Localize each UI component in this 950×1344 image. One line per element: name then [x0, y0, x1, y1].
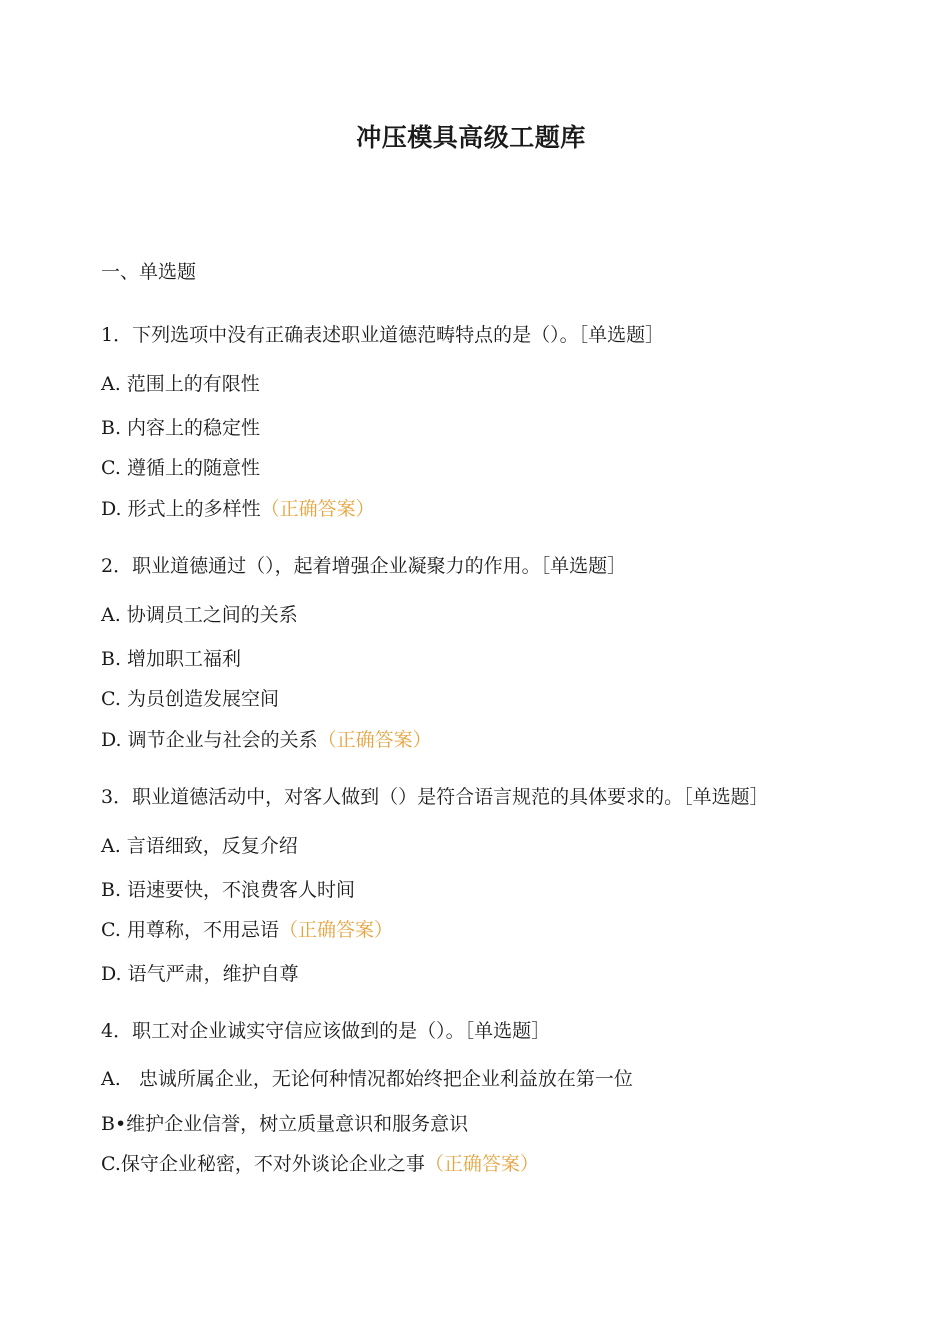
option-3d: [101, 961, 299, 987]
option-1a: [101, 371, 260, 397]
option-text: D. 语气严肃，维护自尊: [101, 963, 299, 985]
option-3a: [101, 833, 298, 859]
correct-answer-marker: （正确答案）: [317, 729, 432, 751]
option-text: A. 范围上的有限性: [101, 373, 260, 395]
option-text: D. 调节企业与社会的关系: [101, 729, 318, 751]
option-text: C.保守企业秘密，不对外谈论企业之事: [101, 1153, 425, 1175]
option-text: A. 忠诚所属企业，无论何种情况都始终把企业利益放在第一位: [101, 1068, 633, 1090]
question-stem-3: 3．职业道德活动中，对客人做到（）是符合语言规范的具体要求的。［单选题］: [101, 786, 769, 808]
option-text: B. 增加职工福利: [101, 648, 242, 670]
question-stem-4: 4．职工对企业诚实守信应该做到的是（）。［单选题］: [101, 1020, 551, 1042]
option-2b: [101, 646, 241, 672]
option-text: C. 遵循上的随意性: [101, 457, 260, 479]
option-3c: [101, 917, 393, 943]
option-2a: [101, 602, 298, 628]
page-title: 冲压模具高级工题库: [356, 123, 586, 152]
option-3b: [101, 877, 355, 903]
option-text: C. 用尊称，不用忌语: [101, 919, 279, 941]
option-text: B. 语速要快，不浪费客人时间: [101, 879, 356, 901]
option-text: A. 言语细致，反复介绍: [101, 835, 298, 857]
option-text: B•维护企业信誉，树立质量意识和服务意识: [101, 1113, 469, 1135]
option-4c: [101, 1151, 539, 1177]
option-text: A. 协调员工之间的关系: [101, 604, 298, 626]
option-4a: [101, 1066, 633, 1092]
option-text: D. 形式上的多样性: [101, 498, 261, 520]
question-stem-1: 1．下列选项中没有正确表述职业道德范畴特点的是（）。［单选题］: [101, 324, 665, 346]
option-4b: [101, 1111, 468, 1137]
option-1d: [101, 496, 375, 522]
option-text: C. 为员创造发展空间: [101, 688, 279, 710]
option-text: B. 内容上的稳定性: [101, 417, 261, 439]
question-stem-2: 2．职业道德通过（），起着增强企业凝聚力的作用。［单选题］: [101, 555, 627, 577]
option-2d: [101, 727, 432, 753]
correct-answer-marker: （正确答案）: [278, 919, 393, 941]
correct-answer-marker: （正确答案）: [424, 1153, 539, 1175]
option-1b: [101, 415, 260, 441]
section-heading: 一、单选题: [101, 261, 197, 283]
option-1c: [101, 455, 260, 481]
correct-answer-marker: （正确答案）: [260, 498, 375, 520]
option-2c: [101, 686, 279, 712]
